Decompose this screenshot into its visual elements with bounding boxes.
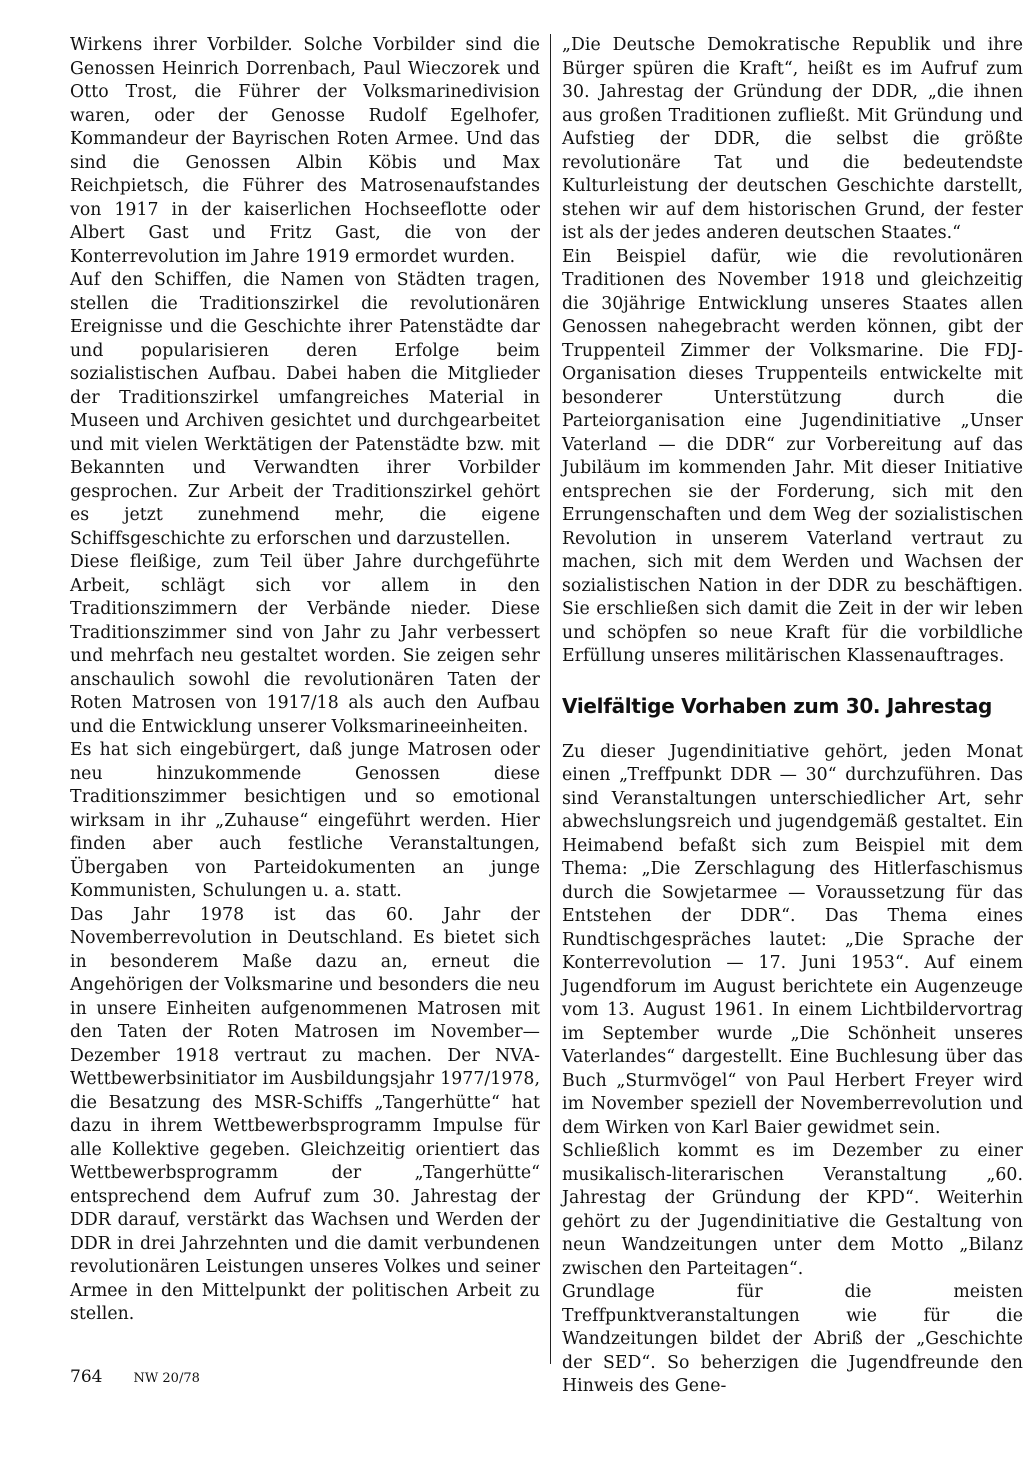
paragraph: Es hat sich eingebürgert, daß junge Matrosen oder neu hinzukommende Genossen diese Traditionszimmer besichtigen und so emotional wirksam in ihr „Zuhause“ eingeführt werden. Hier finden aber auch festliche Veranstaltungen, Übergaben von Parteidokumenten an junge Kommunisten, Schulungen u. a. statt. [70,740,540,901]
paragraph: Wirkens ihrer Vorbilder. Solche Vorbilder sind die Genossen Heinrich Dorrenbach, Paul Wieczorek und Otto Trost, die Führer der Volksmarinedivision waren, oder der Genosse Rudolf Egelhofer, Kommandeur der Bayrischen Roten Armee. Und das sind die Genossen Albin Köbis und Max Reichpietsch, die Führer des Matrosenaufstandes von 1917 in der kaiserlichen Hochseeflotte oder Albert Gast und Fritz Gast, die von der Konterrevolution im Jahre 1919 ermordet wurden. [70,35,540,267]
paragraph: Zu dieser Jugendinitiative gehört, jeden Monat einen „Treffpunkt DDR — 30“ durchzuführen. Das sind Veranstaltungen unterschiedlicher Art, sehr abwechslungsreich und jugendgemäß gestaltet. Ein Heimabend befaßt sich zum Beispiel mit dem Thema: „Die Zerschlagung des Hitlerfaschismus durch die Sowjetarmee — Voraussetzung für das Entstehen der DDR“. Das Thema eines Rundtischgespräches lautet: „Die Sprache der Konterrevolution — 17. Juni 1953“. Auf einem Jugendforum im August berichtete ein Augenzeuge vom 13. August 1961. In einem Lichtbildervortrag im September wurde „Die Schönheit unseres Vaterlandes“ dargestellt. Eine Buchlesung über das Buch „Sturmvögel“ von Paul Herbert Freyer wird im November speziell der Novemberrevolution und dem Wirken von Karl Baier gewidmet sein. [562,741,1023,1138]
column-divider [550,34,551,1364]
paragraph: Das Jahr 1978 ist das 60. Jahr der Novemberrevolution in Deutschland. Es bietet sich in besonderem Maße dazu an, erneut die Angehörigen der Volksmarine und besonders die neu in unsere Einheiten aufgenommenen Matrosen mit den Taten der Roten Matrosen im November—Dezember 1918 vertraut zu machen. Der NVA-Wettbewerbsinitiator im Ausbildungsjahr 1977/1978, die Besatzung des MSR-Schiffs „Tangerhütte“ hat dazu in ihrem Wettbewerbsprogramm Impulse für alle Kollektive gegeben. Gleichzeitig orientiert das Wettbewerbsprogramm der „Tangerhütte“ entsprechend dem Aufruf zum 30. Jahrestag der DDR darauf, verstärkt das Wachsen und Werden der DDR in drei Jahrzehnten und die damit verbundenen revolutionären Leistungen unseres Volkes und seiner Armee in den Mittelpunkt der politischen Arbeit zu stellen. [70,904,540,1324]
section-heading: Vielfältige Vorhaben zum 30. Jahrestag [562,693,993,718]
paragraph: Auf den Schiffen, die Namen von Städten tragen, stellen die Traditionszirkel die revolutionären Ereignisse und die Geschichte ihrer Patenstädte dar und popularisieren deren Erfolge beim sozialistischen Aufbau. Dabei haben die Mitglieder der Traditionszirkel umfangreiches Material in Museen und Archiven gesichtet und durchgearbeitet und mit vielen Werktätigen der Patenstädte bzw. mit Bekannten und Verwandten ihrer Vorbilder gesprochen. Zur Arbeit der Traditionszirkel gehört es jetzt zunehmend mehr, die eigene Schiffsgeschichte zu erforschen und darzustellen. [70,270,540,549]
left-column [70,34,540,1327]
paragraph: Schließlich kommt es im Dezember zu einer musikalisch-literarischen Veranstaltung „60. Jahrestag der Gründung der KPD“. Weiterhin gehört zu der Jugendinitiative die Gestaltung von neun Wandzeitungen unter dem Motto „Bilanz zwischen den Parteitagen“. [562,1141,1023,1279]
paragraph: Ein Beispiel dafür, wie die revolutionären Traditionen des November 1918 und gleichzeitig die 30jährige Entwicklung unseres Staates allen Genossen nahegebracht werden können, gibt der Truppenteil Zimmer der Volksmarine. Die FDJ-Organisation dieses Truppenteils entwickelte mit besonderer Unterstützung durch die Parteiorganisation eine Jugendinitiative „Unser Vaterland — die DDR“ zur Vorbereitung auf das Jubiläum im kommenden Jahr. Mit dieser Initiative entsprechen sie der Forderung, sich mit den Errungenschaften und dem Weg der sozialistischen Revolution in unserem Vaterland vertraut zu machen, sich mit dem Werden und Wachsen der sozialistischen Nation in der DDR zu beschäftigen. Sie erschließen sich damit die Zeit in der wir leben und schöpfen so neue Kraft für die vorbildliche Erfüllung unseres militärischen Klassenauftrages. [562,246,1023,666]
journal-reference: NW 20/78 [133,1371,200,1386]
paragraph: „Die Deutsche Demokratische Republik und ihre Bürger spüren die Kraft“, heißt es im Aufruf zum 30. Jahrestag der Gründung der DDR, „die ihnen aus großen Traditionen zufließt. Mit Gründung und Aufstieg der DDR, die selbst die größte revolutionäre Tat und die bedeutendste Kulturleistung der deutschen Geschichte darstellt, stehen wir auf dem historischen Grund, der fester ist als der jedes anderen deutschen Staates.“ [562,35,1023,243]
page-footer [70,1367,200,1387]
paragraph: Grundlage für die meisten Treffpunktveranstaltungen wie für die Wandzeitungen bildet der Abriß der „Geschichte der SED“. So beherzigen die Jugendfreunde den Hinweis des Gene- [562,1282,1023,1396]
paragraph: Diese fleißige, zum Teil über Jahre durchgeführte Arbeit, schlägt sich vor allem in den Traditionszimmern der Verbände nieder. Diese Traditionszimmer sind von Jahr zu Jahr verbessert und mehrfach neu gestaltet worden. Sie zeigen sehr anschaulich sowohl die revolutionären Taten der Roten Matrosen von 1917/18 als auch den Aufbau und die Entwicklung unserer Volksmarineeinheiten. [70,552,540,737]
page-number: 764 [70,1367,103,1387]
right-column [562,34,1023,1399]
